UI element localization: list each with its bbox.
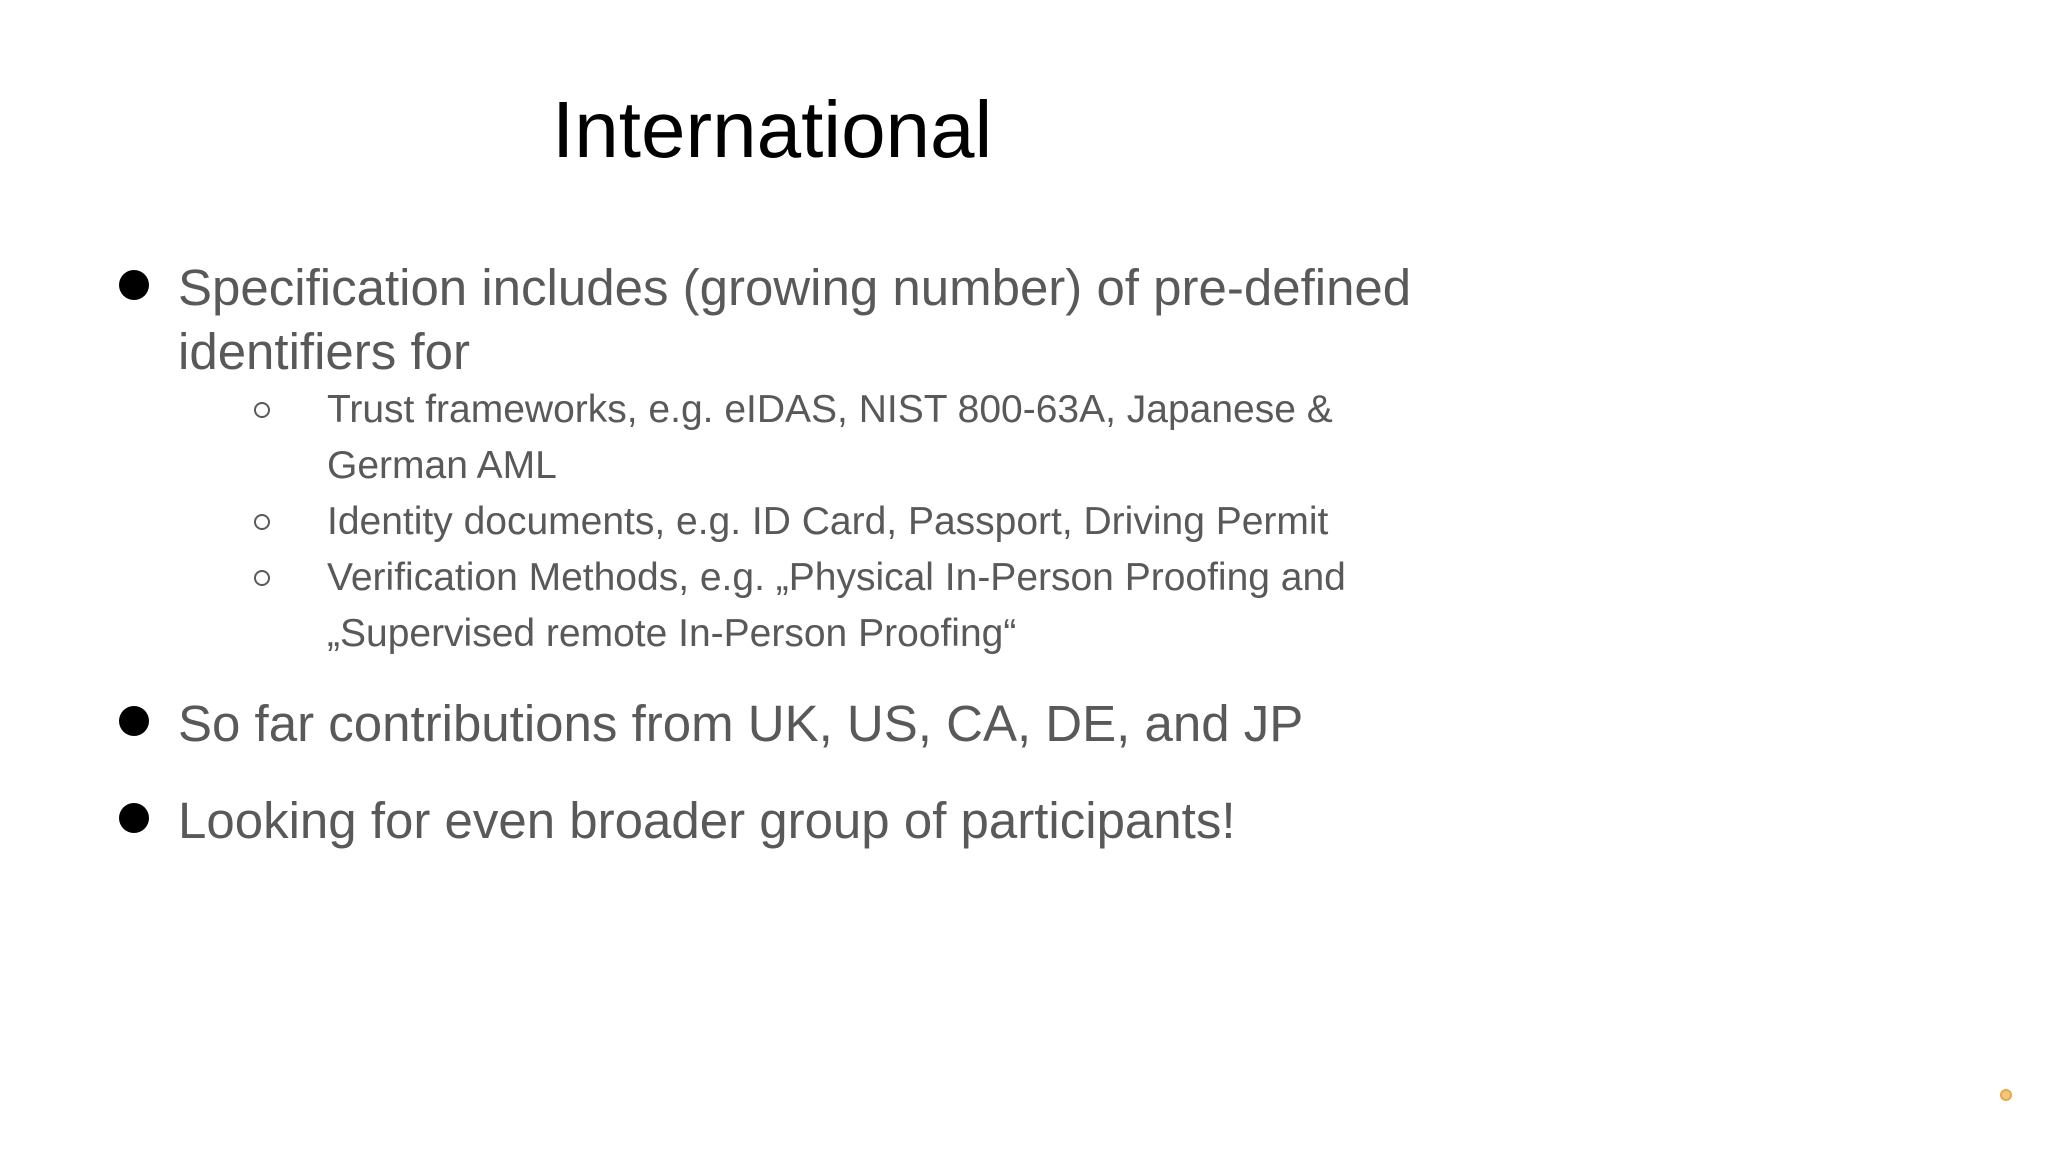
bullet-dot-icon (119, 803, 149, 833)
bullet-text: Specification includes (growing number) of pre-defined identifiers for (178, 259, 1412, 380)
hollow-circle-icon (254, 514, 270, 530)
sub-bullet-text: Trust frameworks, e.g. eIDAS, NIST 800-63A, Japanese & German AML (327, 388, 1333, 487)
bullet-text: So far contributions from UK, US, CA, DE, and JP (178, 695, 1304, 752)
bullet-text: Looking for even broader group of participants! (178, 792, 1236, 849)
bullet-item (0, 256, 1500, 655)
hollow-circle-icon (254, 402, 270, 418)
bullet-item (0, 789, 1500, 853)
sub-bullet-text: Verification Methods, e.g. „Physical In-Person Proofing and „Supervised remote In-Person Proofing“ (327, 556, 1346, 655)
bullet-item (0, 692, 1500, 756)
sub-bullet-text: Identity documents, e.g. ID Card, Passport, Driving Permit (327, 500, 1329, 543)
orange-dot-icon (2000, 1089, 2012, 1101)
bullet-dot-icon (119, 270, 149, 300)
bullet-dot-icon (119, 706, 149, 736)
slide-title: International (552, 85, 993, 174)
hollow-circle-icon (254, 570, 270, 586)
